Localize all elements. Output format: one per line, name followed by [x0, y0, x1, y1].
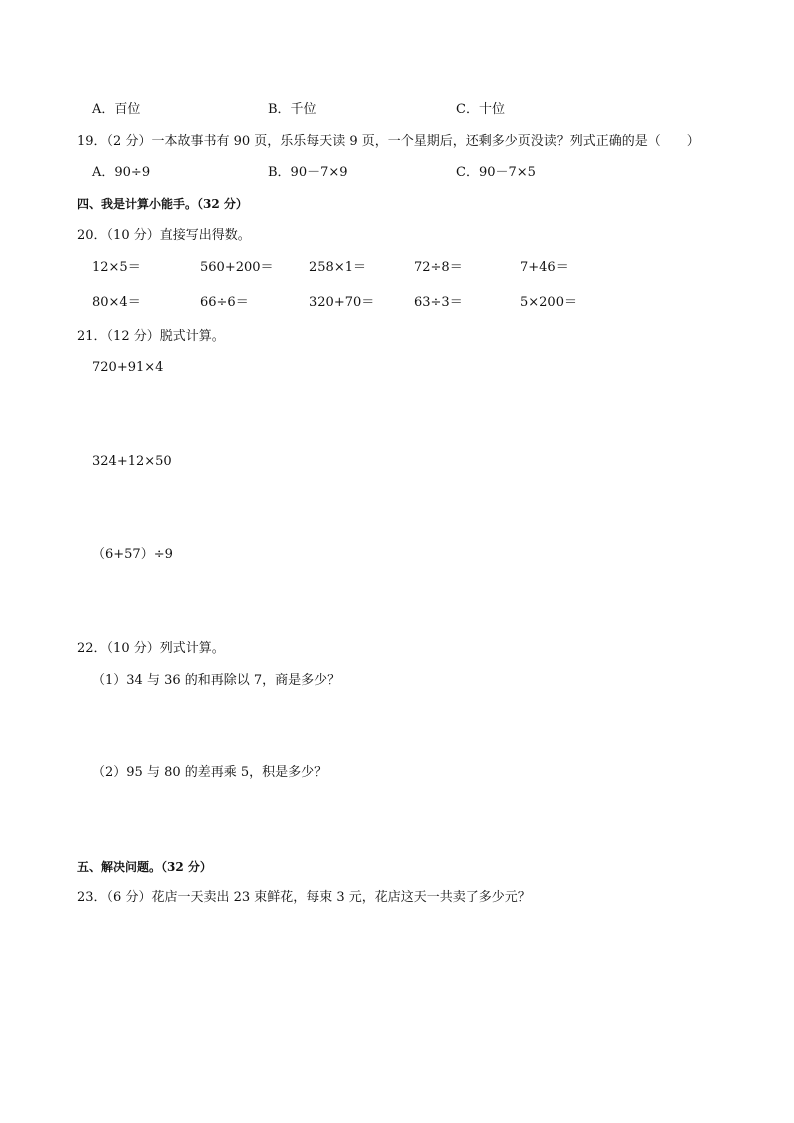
q21-item-2: 324+12×50 [92, 454, 172, 469]
q20-cell: 63÷3＝ [414, 295, 463, 310]
q20-cell: 258×1＝ [309, 260, 366, 275]
q19-option-b: B．90－7×9 [268, 165, 348, 180]
question-19: 19．（2 分）一本故事书有 90 页，乐乐每天读 9 页，一个星期后，还剩多少页没读？列式正确的是（ ） [77, 134, 700, 149]
q20-cell: 72÷8＝ [414, 260, 463, 275]
q18-option-b: B．千位 [268, 102, 317, 117]
q20-cell: 12×5＝ [92, 260, 141, 275]
q20-cell: 80×4＝ [92, 295, 141, 310]
question-21: 21．（12 分）脱式计算。 [77, 329, 225, 344]
q21-item-3: （6+57）÷9 [92, 547, 173, 562]
q20-cell: 320+70＝ [309, 295, 375, 310]
q20-cell: 5×200＝ [520, 295, 577, 310]
q21-item-1: 720+91×4 [92, 360, 164, 375]
question-23: 23．（6 分）花店一天卖出 23 束鲜花，每束 3 元，花店这天一共卖了多少元？ [77, 890, 531, 905]
q20-cell: 66÷6＝ [200, 295, 249, 310]
q22-item-2: （2）95 与 80 的差再乘 5，积是多少？ [92, 765, 328, 780]
question-22: 22．（10 分）列式计算。 [77, 641, 225, 656]
q18-option-c: C．十位 [456, 102, 505, 117]
question-20: 20．（10 分）直接写出得数。 [77, 228, 251, 243]
q18-option-a: A．百位 [92, 102, 141, 117]
q22-item-1: （1）34 与 36 的和再除以 7，商是多少？ [92, 673, 341, 688]
section-5-title: 五、解决问题。（32 分） [77, 860, 212, 874]
section-4-title: 四、我是计算小能手。（32 分） [77, 197, 248, 211]
q19-option-a: A．90÷9 [92, 165, 151, 180]
q20-cell: 560+200＝ [200, 260, 274, 275]
q19-option-c: C．90－7×5 [456, 165, 536, 180]
q20-cell: 7+46＝ [520, 260, 569, 275]
